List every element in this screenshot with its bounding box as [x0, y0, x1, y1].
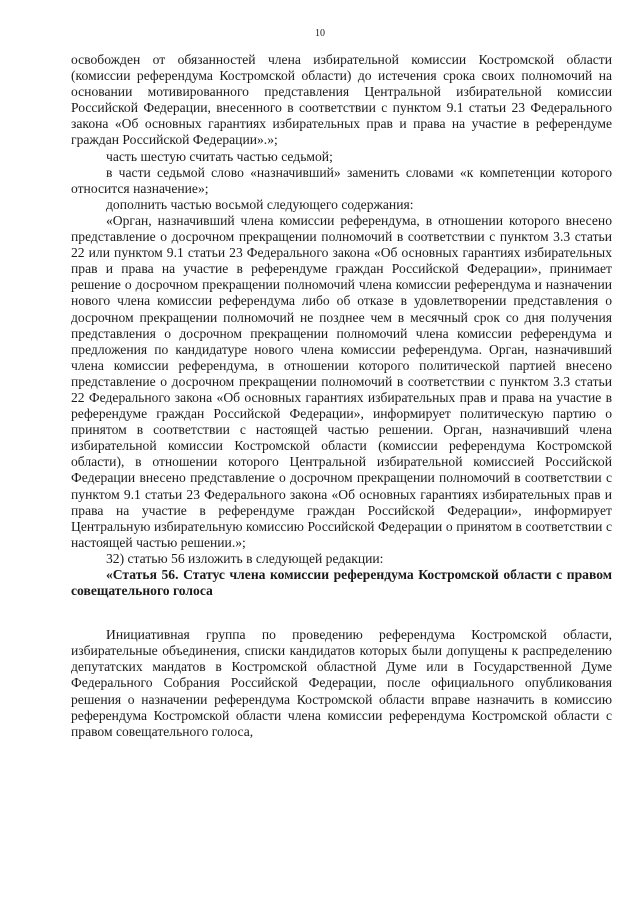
paragraph-article-56-text: Инициативная группа по проведению референдума Костромской области, избирательные объединения, списки кандидатов которых были допущены к распределению депутатских мандатов в Костромской областной Думе или в Государственной Думе Федерального Собрания Российской Федерации, после официального опубликования решения о назначении референдума Костромской области вправе назначить в комиссию референдума Костромской области члена комиссии референдума Костромской области с правом совещательного голоса,: [71, 627, 612, 739]
paragraph-add-part-eight: дополнить частью восьмой следующего содержания:: [106, 196, 414, 212]
paragraph-item-32: 32) статью 56 изложить в следующей редакции:: [106, 550, 384, 566]
paragraph-continuation: освобожден от обязанностей члена избирательной комиссии Костромской области (комиссии референдума Костромской области) до истечения срока своих полномочий на основании мотивированного представления Центральной избирательной комиссии Российской Федерации, внесенного в соответствии с пунктом 9.1 статьи 23 Федерального закона «Об основных гарантиях избирательных прав и права на участие в референдуме граждан Российской Федерации».»;: [71, 52, 612, 148]
paragraph-part-seven: в части седьмой слово «назначивший» заменить словами «к компетенции которого относится назначение»;: [71, 164, 612, 196]
document-body: [71, 52, 612, 740]
paragraph-part-eight-text: «Орган, назначивший члена комиссии референдума, в отношении которого внесено представление о досрочном прекращении полномочий в соответствии с пунктом 3.3 статьи 22 или пунктом 9.1 статьи 23 Федерального закона «Об основных гарантиях избирательных прав и права на участие в референдуме граждан Российской Федерации», принимает решение о досрочном прекращении полномочий члена комиссии референдума и назначении нового члена комиссии референдума либо об отказе в удовлетворении представления о досрочном прекращении полномочий не позднее чем в месячный срок со дня получения представления о досрочном прекращении полномочий члена комиссии референдума и предложения по кандидатуре нового члена комиссии референдума. Орган, назначивший члена комиссии референдума, в отношении которого политической партией внесено представление о досрочном прекращении полномочий в соответствии с пунктом 3.3 статьи 22 Федерального закона «Об основных гарантиях избирательных прав и права на участие в референдуме граждан Российской Федерации», информирует политическую партию о принятом в соответствии с настоящей частью решении. Орган, назначивший члена избирательной комиссии Костромской области (комиссии референдума Костромской области), в отношении которого Центральной избирательной комиссией Российской Федерации внесено представление о досрочном прекращении полномочий в соответствии с пунктом 9.1 статьи 23 Федерального закона «Об основных гарантиях избирательных прав и права на участие в референдуме граждан Российской Федерации», информирует Центральную избирательную комиссию Российской Федерации о принятом в соответствии с настоящей частью решении.»;: [71, 212, 612, 550]
article-56-heading: «Статья 56. Статус члена комиссии референдума Костромской области с правом совещательного голоса: [71, 567, 612, 599]
page-number: 10: [315, 28, 325, 39]
paragraph-part-six: часть шестую считать частью седьмой;: [106, 148, 333, 164]
heading-spacer: [71, 599, 612, 627]
